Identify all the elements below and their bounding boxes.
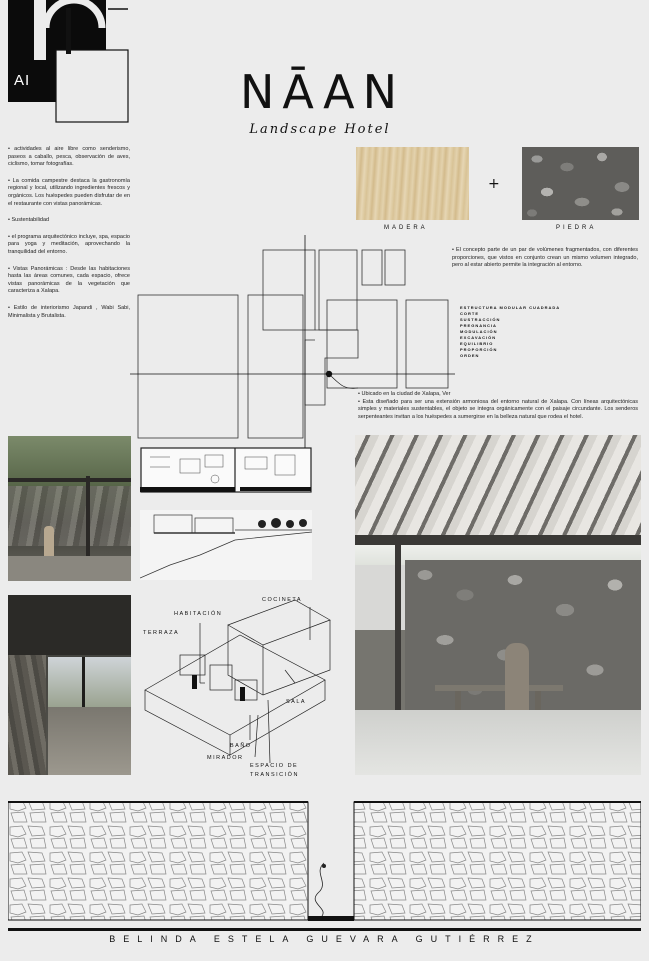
- page-subtitle: Landscape Hotel: [249, 122, 391, 137]
- label-terraza: TERRAZA: [143, 630, 180, 636]
- list-item: • actividades al aire libre como senderismo, paseos a caballo, pesca, observación de aves, ciclismo, tomar fotografías.: [8, 146, 130, 168]
- footer-rule: [8, 928, 641, 931]
- plus-sign: +: [488, 176, 500, 192]
- list-item: • La comida campestre destaca la gastronomía regional y local, utilizando ingredientes frescos y orgánicos. Los huéspedes pueden disfrutar de en el restaurante con vistas panorámicas.: [8, 177, 130, 207]
- floor-plan: [140, 447, 312, 495]
- list-item: • Vistas Panorámicas : Desde las habitaciones hasta las áreas comunes, cada espacio, ofrece vistas panorámicas de la vegetación que caracteriza a Xalapa.: [8, 265, 130, 295]
- page-title: NĀAN: [240, 65, 406, 119]
- concept-item: SUSTRACCIÓN: [460, 317, 501, 322]
- label-habitacion: HABITACIÓN: [174, 611, 223, 617]
- label-transicion: TRANSICIÓN: [250, 772, 299, 778]
- photo-walkway: [8, 595, 131, 775]
- concept-item: CORTE: [460, 311, 479, 316]
- concept-item: EXCAVACIÓN: [460, 335, 497, 340]
- concepts-list: [460, 305, 560, 359]
- concept-item: EQUILIBRIO: [460, 341, 494, 346]
- wood-label: MADERA: [384, 225, 428, 231]
- photo-path: [8, 436, 131, 581]
- stone-swatch: [522, 147, 639, 220]
- wood-swatch: [356, 147, 469, 220]
- label-sala: SALA: [286, 699, 307, 705]
- concept-text: • El concepto parte de un par de volúmenes fragmentados, con diferentes proporciones, que vistos en conjunto crean un mismo volumen integrado, pero al estar abierto permite la integración al entorno.: [452, 247, 638, 268]
- features-list: [8, 146, 130, 329]
- label-mirador: MIRADOR: [207, 755, 244, 761]
- concept-item: PROPORCIÓN: [460, 347, 498, 352]
- stone-elevation: [8, 798, 641, 926]
- concept-item: PREGNANCIA: [460, 323, 497, 328]
- list-item: • el programa arquitectónico incluye, spa, espacio para yoga y meditación, aprovechando la tranquilidad del entorno.: [8, 233, 130, 255]
- volumes-diagram: [130, 230, 455, 455]
- label-cocineta: COCINETA: [262, 597, 303, 603]
- location-line: • Esta diseñado para ser una extensión armoniosa del entorno natural de Xalapa. Con líneas arquitectónicas simples y materiales sustentables, el objeto se integra orgánicamente con el paisaje circundante. Los senderos serpenteantes invitan a los huéspedes a sumergirse en la belleza natural que rodea el hotel.: [358, 398, 638, 420]
- list-item: • Estilo de interiorismo Japandi , Wabi Sabi, Minimalista y Brutalista.: [8, 304, 130, 319]
- logo-text: AI: [14, 72, 31, 89]
- logo-mark: [8, 0, 133, 125]
- label-espacio: ESPACIO DE: [250, 763, 299, 769]
- photo-stone-wall: [355, 435, 641, 775]
- author-name: BELINDA ESTELA GUEVARA GUTIÉRREZ: [109, 934, 540, 944]
- concept-item: MODULACIÓN: [460, 329, 498, 334]
- list-item: • Sustentabilidad: [8, 217, 50, 224]
- stone-label: PIEDRA: [556, 225, 597, 231]
- location-line: • Ubicado en la ciudad de Xalapa, Ver: [358, 391, 451, 397]
- concept-item: ORDEN: [460, 353, 480, 358]
- concept-item: ESTRUCTURA MODULAR CUADRADA: [460, 305, 561, 310]
- site-section: [140, 510, 312, 580]
- label-bano: BAÑO: [230, 743, 252, 749]
